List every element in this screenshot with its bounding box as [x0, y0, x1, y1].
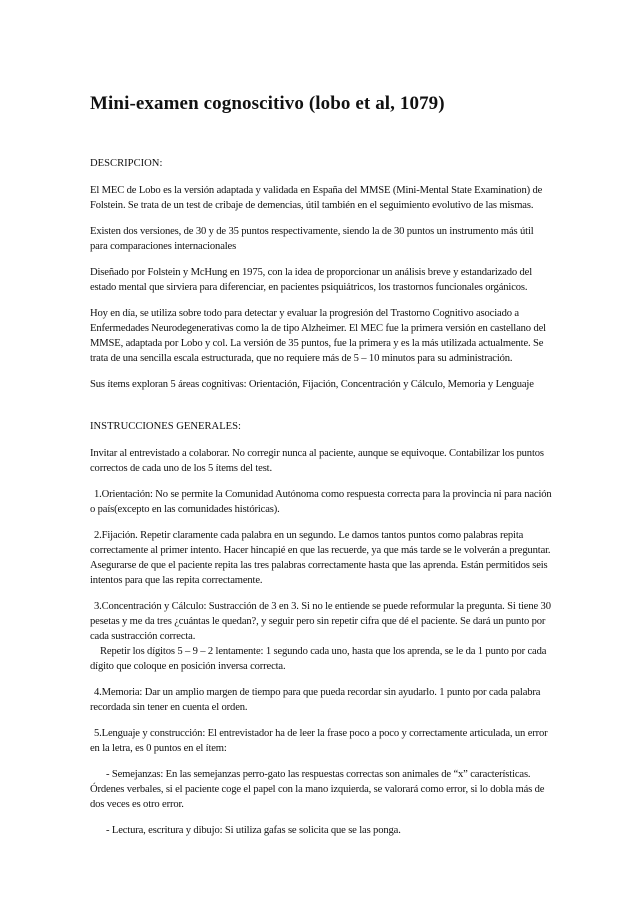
description-paragraph-5: Sus ítems exploran 5 áreas cognitivas: Orientación, Fijación, Concentración y Cálculo, Memoria y Lenguaje — [90, 379, 534, 390]
document-page — [90, 92, 552, 849]
instructions-heading: INSTRUCCIONES GENERALES: — [90, 421, 241, 432]
document-title: Mini-examen cognoscitivo (lobo et al, 1079) — [90, 93, 445, 114]
instruction-item-calculation-text: 3.Concentración y Cálculo: Sustracción de 3 en 3. Si no le entiende se puede reformular la pregunta. Si tiene 30 pesetas y me da tres ¿cuántas le quedan?, y seguir pero sin repetir cifra que dé el paciente. Se dará un punto por cada sustracción correcta. — [90, 601, 551, 642]
instruction-item-memory: 4.Memoria: Dar un amplio margen de tiempo para que pueda recordar sin ayudarlo. 1 punto por cada palabra recordada sin tener en cuenta el orden. — [90, 687, 541, 713]
description-paragraph-2: Existen dos versiones, de 30 y de 35 puntos respectivamente, siendo la de 30 puntos un instrumento más útil para comparaciones internacionales — [90, 226, 534, 252]
instruction-subitem-similarities: - Semejanzas: En las semejanzas perro-gato las respuestas correctas son animales de “x” características. Órdenes verbales, si el paciente coge el papel con la mano izquierda, se valorará como error, si lo dobla más de dos veces es otro error. — [90, 769, 545, 810]
description-paragraph-1: El MEC de Lobo es la versión adaptada y validada en España del MMSE (Mini-Mental State Examination) de Folstein. Se trata de un test de cribaje de demencias, útil también en el seguimiento evolutivo de las mismas. — [90, 185, 543, 211]
instruction-item-orientation: 1.Orientación: No se permite la Comunidad Autónoma como respuesta correcta para la provincia ni para nación o país(excepto en las comunidades históricas). — [90, 489, 552, 515]
instructions-intro: Invitar al entrevistado a colaborar. No corregir nunca al paciente, aunque se equivoque. Contabilizar los puntos correctos de cada uno de los 5 ítems del test. — [90, 448, 544, 474]
instruction-subitem-reading: - Lectura, escritura y dibujo: Si utiliza gafas se solicita que se las ponga. — [106, 825, 401, 836]
instruction-item-calculation-digits: Repetir los dígitos 5 – 9 – 2 lentamente: 1 segundo cada uno, hasta que los aprenda, se le da 1 punto por cada dígito que coloque en posición inversa correcta. — [90, 646, 547, 672]
instruction-item-language: 5.Lenguaje y construcción: El entrevistador ha de leer la frase poco a poco y correctamente articulada, un error en la letra, es 0 puntos en el ítem: — [90, 728, 548, 754]
instruction-item-fixation: 2.Fijación. Repetir claramente cada palabra en un segundo. Le damos tantos puntos como palabras repita correctamente al primer intento. Hacer hincapié en que las recuerde, ya que más tarde se le volverán a preguntar. Asegurarse de que el paciente repita las tres palabras correctamente hasta que las aprenda. Están permitidos seis intentos para que las repita correctamente. — [90, 530, 551, 586]
description-heading: DESCRIPCION: — [90, 158, 163, 169]
description-paragraph-3: Diseñado por Folstein y McHung en 1975, con la idea de proporcionar un análisis breve y estandarizado del estado mental que sirviera para diferenciar, en pacientes psiquiátricos, los trastornos funcionales orgánicos. — [90, 267, 533, 293]
instruction-item-calculation — [90, 599, 552, 674]
description-paragraph-4: Hoy en día, se utiliza sobre todo para detectar y evaluar la progresión del Trastorno Cognitivo asociado a Enfermedades Neurodegenerativas como la de tipo Alzheimer. El MEC fue la primera versión en castellano del MMSE, adaptada por Lobo y col. La versión de 35 puntos, fue la primera y es la más utilizada actualmente. Se trata de una sencilla escala estructurada, que no requiere más de 5 – 10 minutos para su administración. — [90, 308, 546, 364]
